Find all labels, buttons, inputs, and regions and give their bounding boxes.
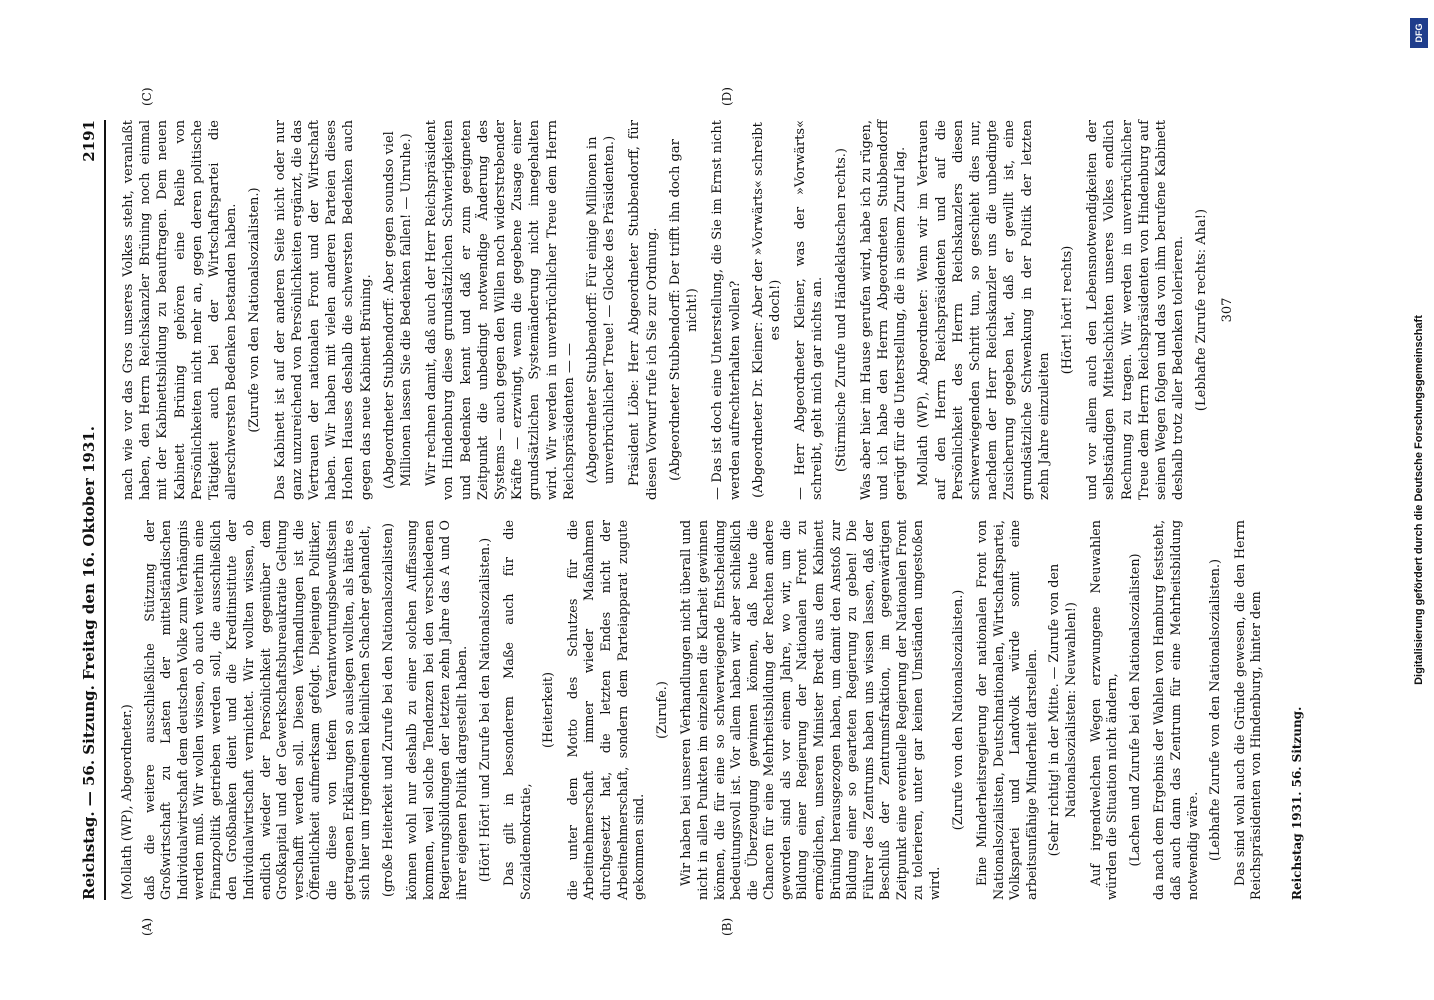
paragraph: Wir rechnen damit, daß auch der Herr Reichspräsident von Hindenburg diese grundsätzlichen Schwierigkeiten und Bedenken kennt und daß er zum geeigneten Zeitpunkt die unbedingt notwendige Änderung des Systems — auch gegen den Willen noch widerstrebender Kräfte — erzwingt, wenn die gegebene Zusage einer grundsätzlichen Systemänderung nicht innegehalten wird. Wir werden in unverbrüchlicher Treue dem Herrn Reichspräsidenten — — [424, 120, 577, 500]
paragraph: Auf irgendwelchen Wegen erzwungene Neuwahlen würden die Situation nicht ändern, [1088, 520, 1121, 900]
digitization-credit [1406, 10, 1432, 990]
margin-letter-d: (D) [720, 87, 734, 106]
column-left [120, 520, 1272, 900]
interjection: (Abgeordneter Dr. Kleiner: Aber der »Vorwärts« schreibt es doch!) [750, 122, 783, 498]
interjection: (große Heiterkeit und Zurufe bei den Nationalsozialisten) [380, 523, 396, 897]
credit-text: Digitalisierung gefördert durch die Deutsche Forschungsgemeinschaft [1413, 315, 1425, 685]
interjection: (Lebhafte Zurufe rechts: Aha!) [1194, 208, 1210, 412]
interjection: (Zurufe von den Nationalsozialisten.) [247, 187, 263, 433]
page-footer: Reichstag 1931. 56. Sitzung. [1290, 706, 1304, 900]
paragraph: können wohl nur deshalb zu einer solchen Auffassung kommen, weil solche Tendenzen bei den verschiedenen Regierungsbildungen der letzten zehn Jahre das A und O ihrer eigenen Politik dargestellt haben. [405, 520, 470, 900]
interjection: (Abgeordneter Stubbendorff: Der trifft ihn doch gar nicht!) [667, 139, 701, 481]
page-header [80, 120, 106, 900]
paragraph: Das Kabinett ist auf der anderen Seite nicht oder nur ganz unzureichend von Persönlichkeiten ergänzt, die das Vertrauen der nationalen Front und der Wirtschaft haben. Wir haben mit vielen anderen Parteien dieses Hohen Hauses deshalb die schwersten Bedenken auch gegen das neue Kabinett Brüning. [272, 120, 374, 500]
paragraph: Was aber hier im Hause gerufen wird, habe ich zu rügen, und ich habe den Herrn Abgeordneten Stubbendorff gerügt für die Unterstellung, die in seinem Zuruf lag. [858, 120, 909, 500]
interjection: (Lebhafte Zurufe von den Nationalsozialisten.) [1208, 559, 1224, 861]
column-right [120, 120, 1244, 500]
page-number: 2191 [80, 120, 98, 162]
paragraph: nach wie vor das Gros unseres Volkes steht, veranlaßt haben, den Herrn Reichskanzler Brüning noch einmal mit der Kabinettsbildung zu beauftragen. Dem neuen Kabinett Brüning gehören eine Reihe von Persönlichkeiten nicht mehr an, gegen deren politische Tätigkeit auch bei der Wirtschaftspartei die allerschwersten Bedenken bestanden haben. [121, 120, 240, 500]
interjection: (Stürmische Zurufe und Händeklatschen rechts.) [833, 148, 849, 472]
interjection: (Hört! Hört! und Zurufe bei den Nationalsozialisten.) [477, 537, 493, 883]
paragraph: und vor allem auch den Lebensnotwendigkeiten der selbständigen Mittelschichten unseres Volkes endlich Rechnung zu tragen. Wir werden in unverbrüchlicher Treue dem Herrn Reichspräsidenten von Hindenburg auf seinen Wegen folgen und das von ihm berufene Kabinett deshalb trotz aller Bedenken tolerieren. [1085, 120, 1187, 500]
paragraph: Das sind wohl auch die Gründe gewesen, die den Herrn Reichspräsidenten von Hindenburg, hinter dem [1232, 520, 1265, 900]
paragraph: Mollath (WP), Abgeordneter: Wenn wir im Vertrauen auf den Herrn Reichspräsidenten und auf die Persönlichkeit des Herrn Reichskanzlers diesen schwerwiegenden Schritt tun, so geschieht dies nur, nachdem der Herr Reichskanzler uns die unbedingte Zusicherung gegeben hat, daß er gewillt ist, eine grundsätzliche Schwenkung in der Politik der letzten zehn Jahre einzuleiten [916, 120, 1052, 500]
rotated-document [80, 80, 1320, 940]
paragraph: da nach dem Ergebnis der Wahlen von Hamburg feststeht, daß auch dann das Zentrum für eine Mehrheitsbildung notwendig wäre. [1152, 520, 1201, 900]
paragraph: — Das ist doch eine Unterstellung, die Sie im Ernst nicht werden aufrechterhalten wollen? [710, 120, 743, 500]
paragraph: Eine Minderheitsregierung der nationalen Front von Nationalsozialisten, Deutschnationalen, Wirtschaftspartei, Volkspartei und Landvolk würde somit eine arbeitsunfähige Minderheit darstellen. [975, 520, 1040, 900]
interjection: (Abgeordneter Stubbendorff: Für einige Millionen in unverbrüchlicher Treue! — Glocke des Präsidenten.) [585, 135, 618, 485]
paragraph: die unter dem Motto des Schutzes für die Arbeitnehmerschaft immer wieder Maßnahmen durchgesetzt hat, die letzten Endes nicht der Arbeitnehmerschaft, sondern dem Parteiapparat zugute gekommen sind. [565, 520, 648, 900]
interjection: (Heiterkeit) [541, 672, 557, 748]
header-title: Reichstag. — 56. Sitzung. Freitag den 16. Oktober 1931. [80, 426, 98, 900]
paragraph: Wir haben bei unseren Verhandlungen nicht überall und nicht in allen Punkten im einzelnen die Klarheit gewinnen können, die für eine so schwerwiegende Entscheidung bedeutungsvoll ist. Vor allem haben wir aber schließlich die Überzeugung gewinnen können, daß heute die Chancen für eine Mehrheitsbildung der Rechten andere geworden sind als vor einem Jahre, wo wir, um die Bildung einer Regierung der Nationalen Front zu ermöglichen, unseren Minister Bredt aus dem Kabinett Brüning herausgezogen haben, um damit den Anstoß zur Bildung einer so gearteten Regierung zu geben! Die Führer des Zentrums haben uns wissen lassen, daß der Beschluß der Zentrumsfraktion, im gegenwärtigen Zeitpunkt eine eventuelle Regierung der Nationalen Front zu tolerieren, unter gar keinen Umständen umgestoßen wird. [679, 520, 944, 900]
interjection: (Hört! hört! rechts) [1059, 245, 1075, 375]
sheet-number: 307 [1219, 297, 1235, 323]
paragraph: Das gilt in besonderem Maße auch für die Sozialdemokratie, [502, 520, 534, 900]
interjection: (Sehr richtig! in der Mitte. — Zurufe von den Nationalsozialisten: Neuwahlen!) [1047, 563, 1080, 857]
margin-letter-b: (B) [720, 917, 734, 936]
document-page [80, 80, 1320, 940]
interjection: (Zurufe von den Nationalsozialisten.) [950, 589, 966, 831]
margin-letter-c: (C) [140, 87, 154, 106]
paragraph: — Herr Abgeordneter Kleiner, was der »Vorwärts« schreibt, geht mich gar nichts an. [793, 120, 826, 500]
paragraph: daß die weitere ausschließliche Stützung der Großwirtschaft zu Lasten der mittelständischen Individualwirtschaft dem deutschen Volke zum Verhängnis werden muß. Wir wollen wissen, ob auch weiterhin eine Finanzpolitik getrieben werden soll, die ausschließlich den Großbanken dient und die Kreditinstitute der Individualwirtschaft vernichtet. Wir wollten wissen, ob endlich wieder der Persönlichkeit gegenüber dem Großkapital und der Gewerkschaftsbureaukratie Geltung verschafft werden soll. Diesen Verhandlungen ist die Öffentlichkeit aufmerksam gefolgt. Diejenigen Politiker, die diese von tiefem Verantwortungsbewußtsein getragenen Erklärungen so auslegen wollten, als hätte es sich hier um irgendeinen kleinlichen Schacher gehandelt, [142, 520, 374, 900]
paragraph: Präsident Löbe: Herr Abgeordneter Stubbendorff, für diesen Vorwurf rufe ich Sie zur Ordnung. [627, 120, 660, 500]
speaker-line: (Mollath (WP), Abgeordneter.) [120, 704, 135, 900]
interjection: (Abgeordneter Stubbendorff: Aber gegen soundso viel Millionen lassen Sie die Bedenken fallen! — Unruhe.) [381, 131, 415, 489]
interjection: (Lachen und Zurufe bei den Nationalsozialisten) [1127, 553, 1143, 867]
dfg-logo: DFG [1410, 18, 1428, 48]
margin-letter-a: (A) [140, 917, 154, 936]
interjection: (Zurufe.) [654, 681, 670, 739]
